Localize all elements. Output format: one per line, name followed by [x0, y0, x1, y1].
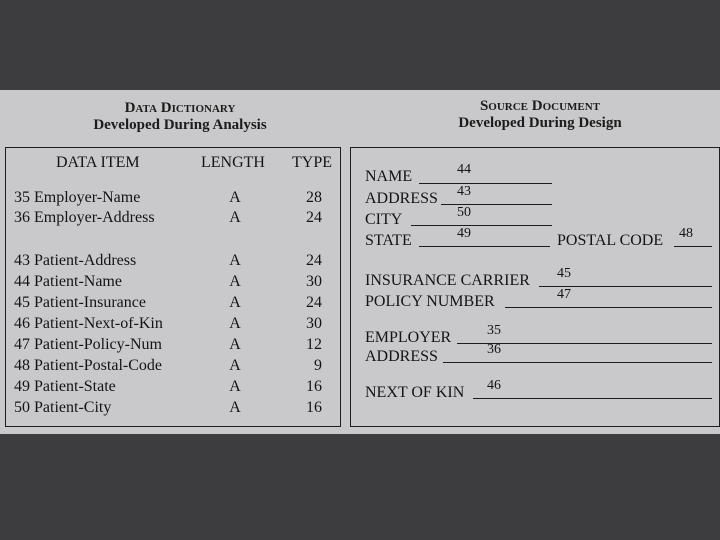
row-name: 43 Patient-Address	[14, 252, 137, 269]
field-line-employer-address	[443, 362, 712, 363]
scanned-page	[0, 90, 720, 434]
row-type: 16	[306, 399, 322, 416]
row-type: 24	[306, 252, 322, 269]
row-type: 12	[306, 336, 322, 353]
field-line-city	[411, 225, 552, 226]
row-length: A	[229, 315, 241, 332]
field-label-insurance-carrier: INSURANCE CARRIER	[365, 272, 530, 289]
row-type: 24	[306, 209, 322, 226]
row-name: 46 Patient-Next-of-Kin	[14, 315, 163, 332]
row-type: 9	[314, 357, 322, 374]
source-document-form	[350, 147, 720, 427]
field-number-postal-code: 48	[679, 226, 693, 241]
row-length: A	[229, 336, 241, 353]
row-length: A	[229, 378, 241, 395]
header-data-item: DATA ITEM	[56, 154, 140, 171]
header-length: LENGTH	[201, 154, 265, 171]
row-length: A	[229, 399, 241, 416]
row-type: 30	[306, 315, 322, 332]
row-name: 44 Patient-Name	[14, 273, 122, 290]
data-dictionary-title: Data Dictionary	[124, 100, 236, 116]
field-number-name: 44	[457, 162, 471, 177]
data-dictionary-heading	[30, 100, 330, 134]
field-label-employer-address: ADDRESS	[365, 348, 438, 365]
field-label-name: NAME	[365, 168, 413, 185]
field-line-name	[419, 183, 552, 184]
row-name: 36 Employer-Address	[14, 209, 155, 226]
row-type: 30	[306, 273, 322, 290]
field-label-employer: EMPLOYER	[365, 329, 452, 346]
row-length: A	[229, 252, 241, 269]
field-label-postal-code: POSTAL CODE	[557, 232, 664, 249]
row-name: 50 Patient-City	[14, 399, 112, 416]
field-line-policy-number	[505, 307, 712, 308]
field-line-postal-code	[674, 246, 712, 247]
data-dictionary-subtitle: Developed During Analysis	[93, 117, 267, 133]
field-label-next-of-kin: NEXT OF KIN	[365, 384, 465, 401]
row-length: A	[229, 273, 241, 290]
row-type: 28	[306, 189, 322, 206]
field-number-state: 49	[457, 226, 471, 241]
header-type: TYPE	[292, 154, 332, 171]
source-document-subtitle: Developed During Design	[458, 115, 622, 131]
data-dictionary-table	[5, 147, 341, 427]
field-number-employer: 35	[487, 323, 501, 338]
field-number-address: 43	[457, 184, 471, 199]
row-name: 35 Employer-Name	[14, 189, 141, 206]
row-name: 48 Patient-Postal-Code	[14, 357, 162, 374]
field-number-insurance-carrier: 45	[557, 266, 571, 281]
row-name: 49 Patient-State	[14, 378, 116, 395]
field-number-policy-number: 47	[557, 287, 571, 302]
field-number-employer-address: 36	[487, 342, 501, 357]
source-document-title: Source Document	[479, 98, 601, 114]
field-line-next-of-kin	[473, 398, 712, 399]
row-name: 47 Patient-Policy-Num	[14, 336, 162, 353]
field-label-policy-number: POLICY NUMBER	[365, 293, 495, 310]
field-label-city: CITY	[365, 211, 403, 228]
field-number-next-of-kin: 46	[487, 378, 501, 393]
field-number-city: 50	[457, 205, 471, 220]
source-document-heading	[390, 98, 690, 132]
field-label-address: ADDRESS	[365, 190, 438, 207]
row-length: A	[229, 357, 241, 374]
field-label-state: STATE	[365, 232, 412, 249]
row-type: 16	[306, 378, 322, 395]
row-length: A	[229, 189, 241, 206]
field-line-state	[419, 246, 550, 247]
row-length: A	[229, 209, 241, 226]
row-name: 45 Patient-Insurance	[14, 294, 146, 311]
row-length: A	[229, 294, 241, 311]
row-type: 24	[306, 294, 322, 311]
